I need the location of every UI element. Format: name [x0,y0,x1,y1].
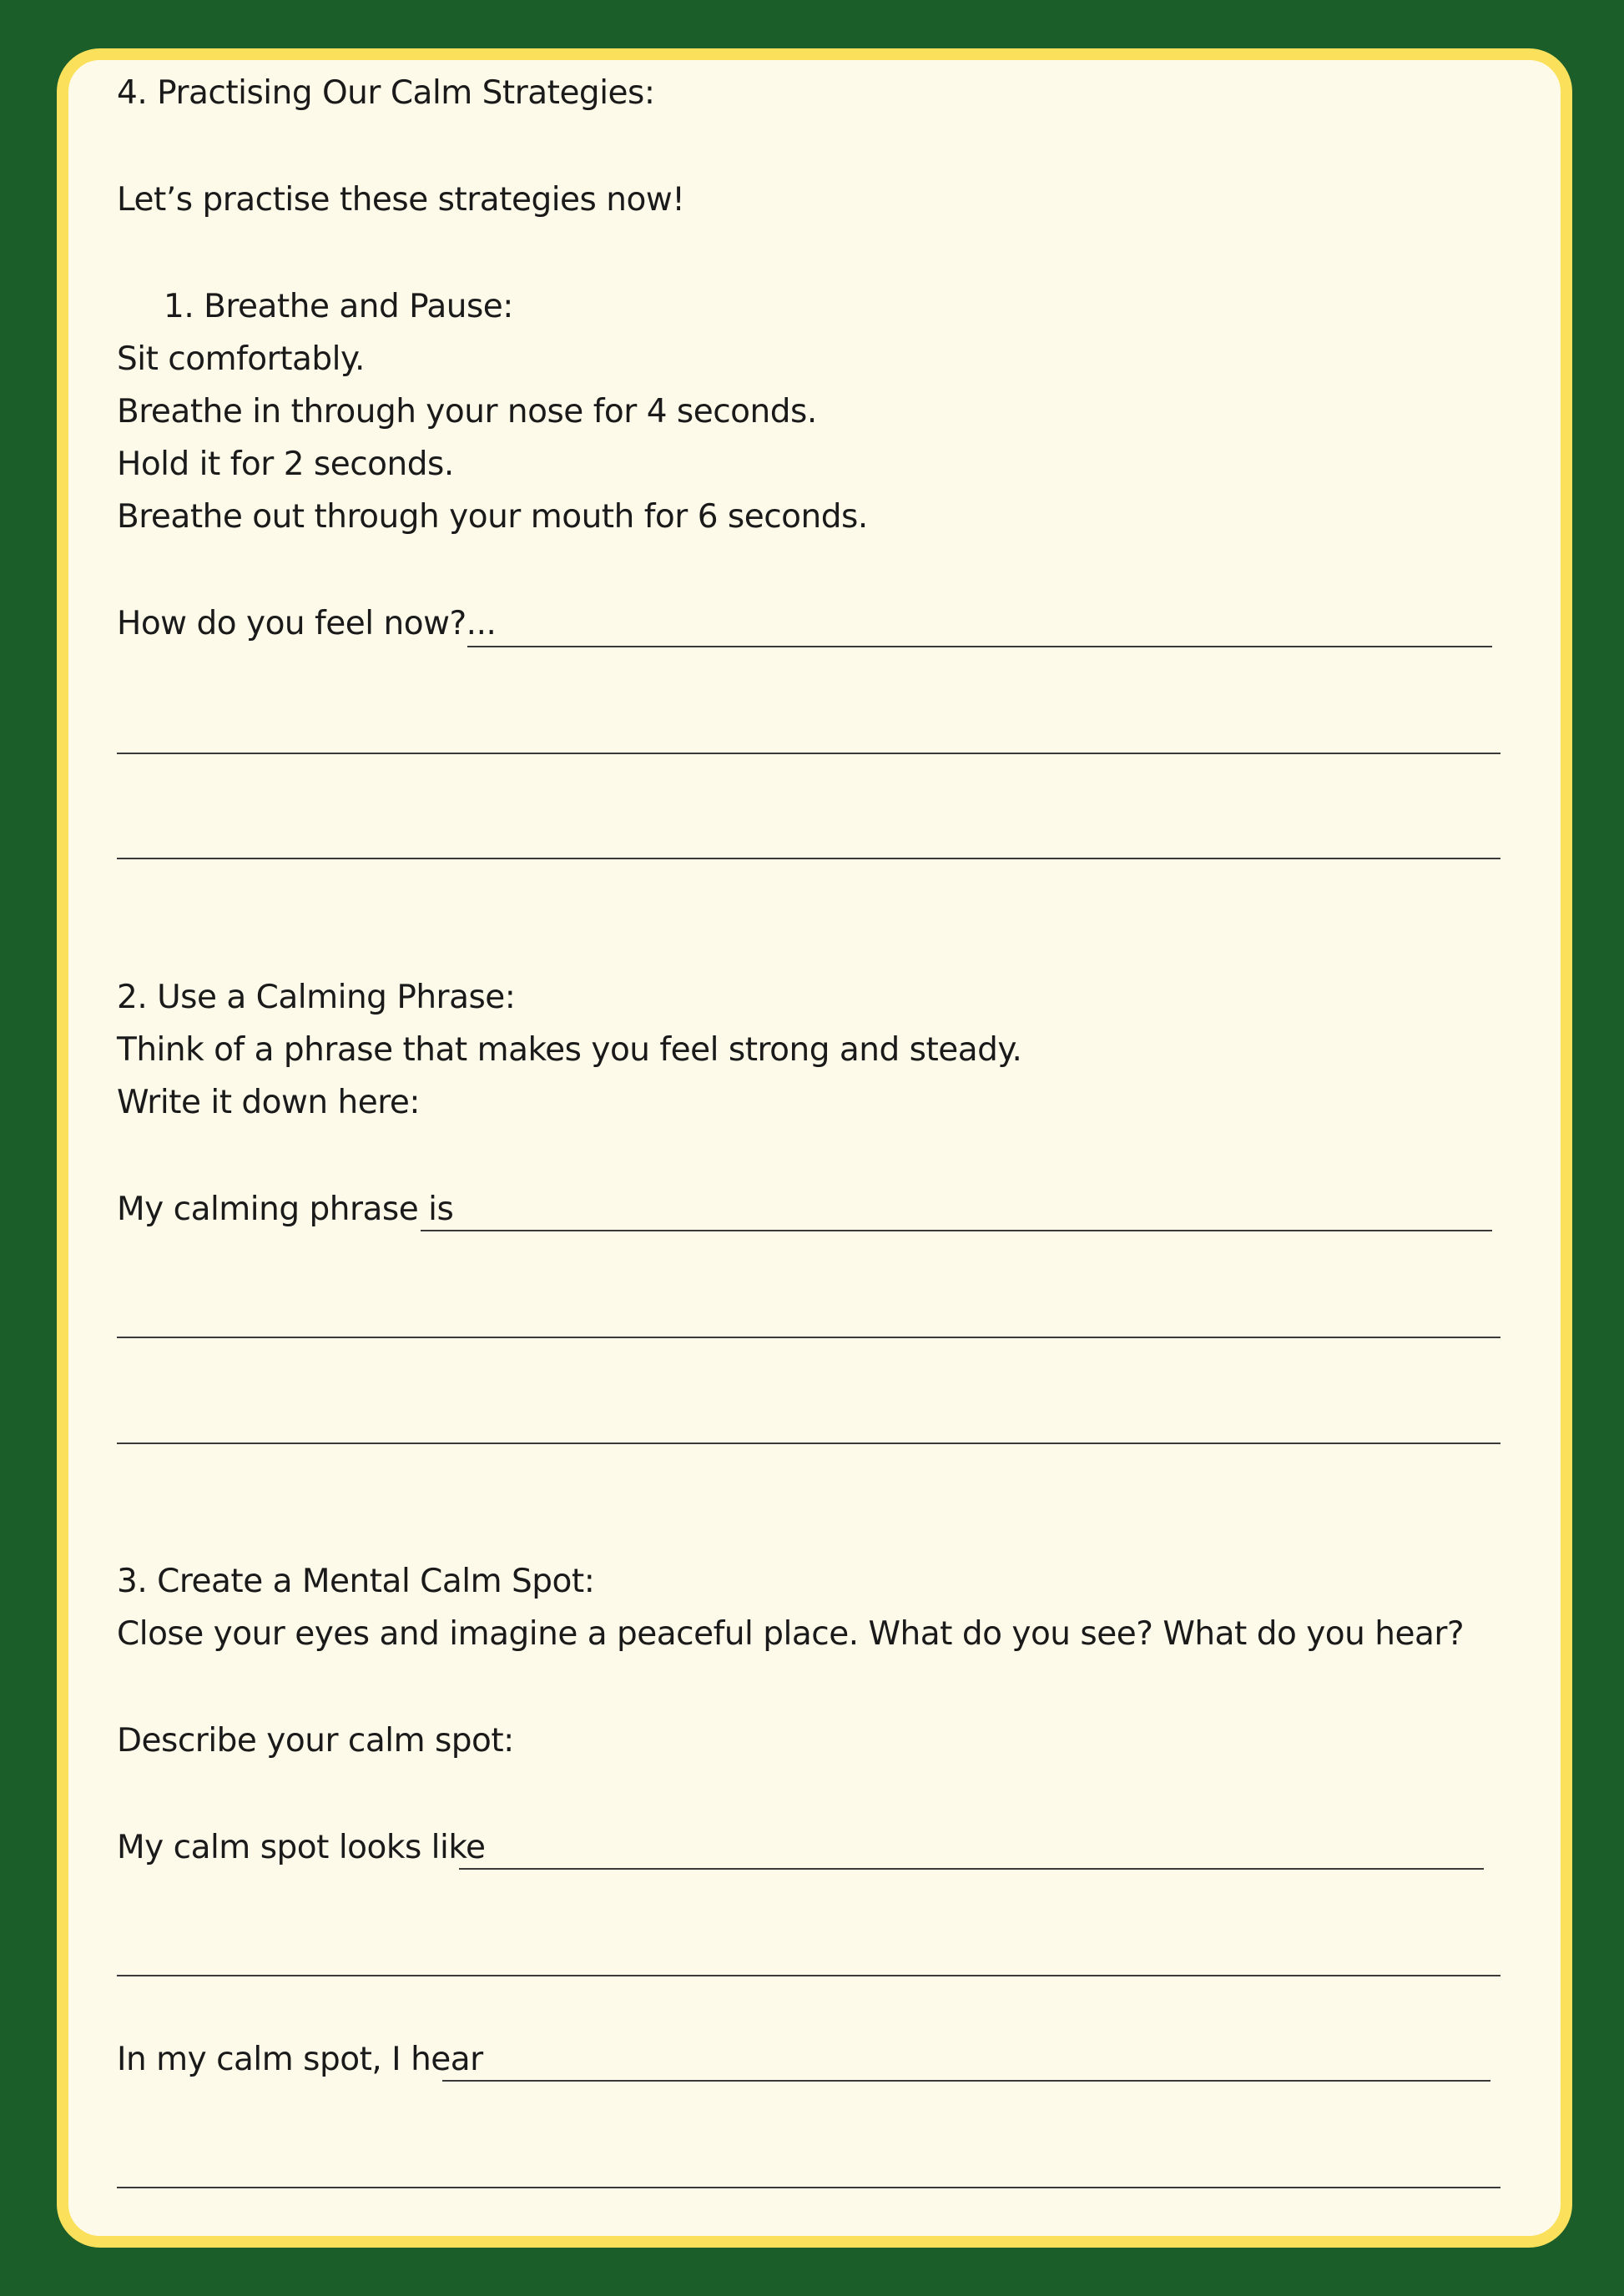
breathe-section-title: 1. Breathe and Pause: [164,288,513,325]
calm-spot-looks-answer-line-2[interactable] [117,1975,1500,1976]
feel-now-answer-line-3[interactable] [117,858,1500,859]
calming-phrase-answer-line-2[interactable] [117,1337,1500,1338]
breathe-step-4: Breathe out through your mouth for 6 seconds. [117,498,868,536]
calm-spot-describe: Describe your calm spot: [117,1722,514,1760]
feel-now-prompt: How do you feel now?... [117,605,497,642]
calming-phrase-answer-line[interactable] [421,1230,1492,1231]
calming-phrase-answer-line-3[interactable] [117,1443,1500,1444]
calming-phrase-prompt: My calming phrase is [117,1191,454,1228]
calm-spot-instruction: Close your eyes and imagine a peaceful place. What do you see? What do you hear? [117,1615,1465,1653]
worksheet-heading: 4. Practising Our Calm Strategies: [117,74,655,112]
feel-now-answer-line[interactable] [467,646,1492,647]
feel-now-answer-line-2[interactable] [117,753,1500,754]
calm-spot-hear-answer-line[interactable] [442,2080,1490,2082]
calm-spot-looks-answer-line[interactable] [459,1868,1484,1870]
breathe-step-3: Hold it for 2 seconds. [117,446,454,483]
phrase-write-here: Write it down here: [117,1084,421,1121]
phrase-instruction: Think of a phrase that makes you feel strong and steady. [117,1031,1022,1069]
breathe-step-2: Breathe in through your nose for 4 seconds. [117,393,817,430]
intro-text: Let’s practise these strategies now! [117,181,685,219]
breathe-step-1: Sit comfortably. [117,340,365,378]
calm-spot-hear-answer-line-2[interactable] [117,2187,1500,2188]
phrase-section-title: 2. Use a Calming Phrase: [117,979,516,1016]
calm-spot-section-title: 3. Create a Mental Calm Spot: [117,1563,595,1600]
calm-spot-looks-prompt: My calm spot looks like [117,1829,486,1866]
calm-spot-hear-prompt: In my calm spot, I hear [117,2041,483,2078]
